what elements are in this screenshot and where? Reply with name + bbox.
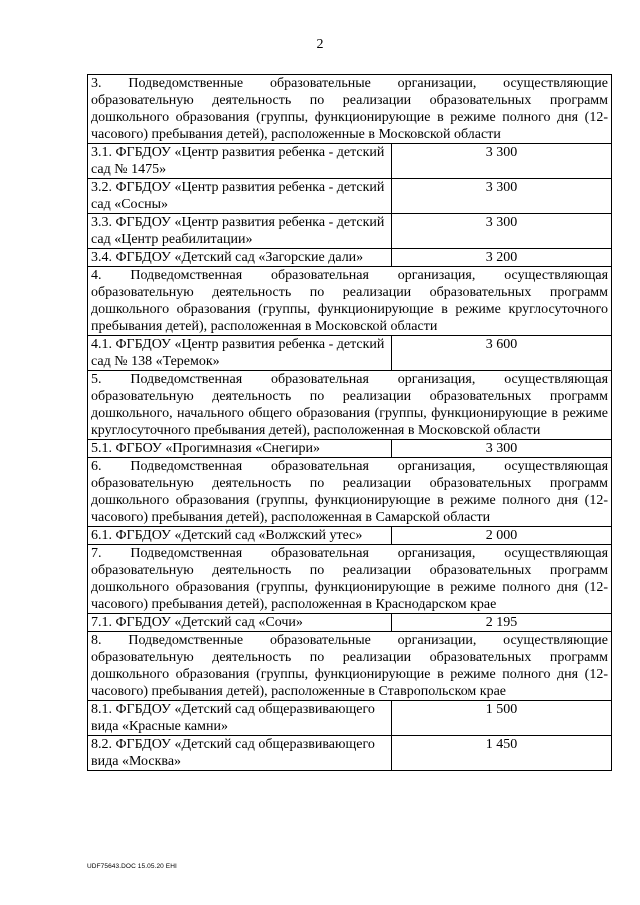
institution-name: 8.1. ФГБДОУ «Детский сад общеразвивающего вида «Красные камни» — [88, 701, 392, 736]
section-row — [88, 75, 612, 144]
section-heading: 5. Подведомственная образовательная организация, осуществляющая образовательную деятельность по реализации образовательных программ дошкольного, начального общего образования (группы, функционирующие в режиме круглосуточного пребывания детей), расположенная в Московской области — [88, 371, 612, 440]
institution-name: 3.4. ФГБДОУ «Детский сад «Загорские дали» — [88, 249, 392, 267]
table-row — [88, 179, 612, 214]
table-row — [88, 249, 612, 267]
document-footer: UDF75643.DOC 15.05.20 ЕНI — [87, 863, 177, 870]
table-row — [88, 144, 612, 179]
section-row — [88, 632, 612, 701]
section-heading: 6. Подведомственная образовательная организация, осуществляющая образовательную деятельность по реализации образовательных программ дошкольного образования (группы, функционирующие в режиме полного дня (12-часового) пребывания детей), расположенная в Самарской области — [88, 458, 612, 527]
institution-value: 3 300 — [392, 179, 612, 214]
table-row — [88, 701, 612, 736]
section-row — [88, 458, 612, 527]
institutions-table — [87, 74, 612, 771]
section-heading: 4. Подведомственная образовательная организация, осуществляющая образовательную деятельность по реализации образовательных программ дошкольного образования (группы, функционирующие в режиме круглосуточного пребывания детей), расположенная в Московской области — [88, 267, 612, 336]
institution-value: 1 450 — [392, 736, 612, 771]
section-row — [88, 545, 612, 614]
institution-value: 1 500 — [392, 701, 612, 736]
institution-value: 2 195 — [392, 614, 612, 632]
institution-name: 7.1. ФГБДОУ «Детский сад «Сочи» — [88, 614, 392, 632]
page-number: 2 — [316, 37, 324, 52]
section-heading: 8. Подведомственные образовательные организации, осуществляющие образовательную деятельность по реализации образовательных программ дошкольного образования (группы, функционирующие в режиме полного дня (12-часового) пребывания детей), расположенные в Ставропольском крае — [88, 632, 612, 701]
institution-value: 3 200 — [392, 249, 612, 267]
section-heading: 3. Подведомственные образовательные организации, осуществляющие образовательную деятельность по реализации образовательных программ дошкольного образования (группы, функционирующие в режиме полного дня (12-часового) пребывания детей), расположенные в Московской области — [88, 75, 612, 144]
section-heading: 7. Подведомственная образовательная организация, осуществляющая образовательную деятельность по реализации образовательных программ дошкольного образования (группы, функционирующие в режиме полного дня (12-часового) пребывания детей), расположенная в Краснодарском крае — [88, 545, 612, 614]
institution-value: 3 300 — [392, 440, 612, 458]
institution-name: 8.2. ФГБДОУ «Детский сад общеразвивающего вида «Москва» — [88, 736, 392, 771]
institutions-table-body — [88, 75, 612, 771]
table-row — [88, 336, 612, 371]
institution-value: 2 000 — [392, 527, 612, 545]
section-row — [88, 267, 612, 336]
table-row — [88, 614, 612, 632]
table-row — [88, 440, 612, 458]
institution-name: 3.3. ФГБДОУ «Центр развития ребенка - детский сад «Центр реабилитации» — [88, 214, 392, 249]
institution-name: 4.1. ФГБДОУ «Центр развития ребенка - детский сад № 138 «Теремок» — [88, 336, 392, 371]
institution-value: 3 600 — [392, 336, 612, 371]
table-row — [88, 527, 612, 545]
institution-name: 3.2. ФГБДОУ «Центр развития ребенка - детский сад «Сосны» — [88, 179, 392, 214]
table-row — [88, 736, 612, 771]
institution-name: 5.1. ФГБОУ «Прогимназия «Снегири» — [88, 440, 392, 458]
institution-value: 3 300 — [392, 214, 612, 249]
section-row — [88, 371, 612, 440]
institution-name: 6.1. ФГБДОУ «Детский сад «Волжский утес» — [88, 527, 392, 545]
institution-value: 3 300 — [392, 144, 612, 179]
institution-name: 3.1. ФГБДОУ «Центр развития ребенка - детский сад № 1475» — [88, 144, 392, 179]
table-row — [88, 214, 612, 249]
